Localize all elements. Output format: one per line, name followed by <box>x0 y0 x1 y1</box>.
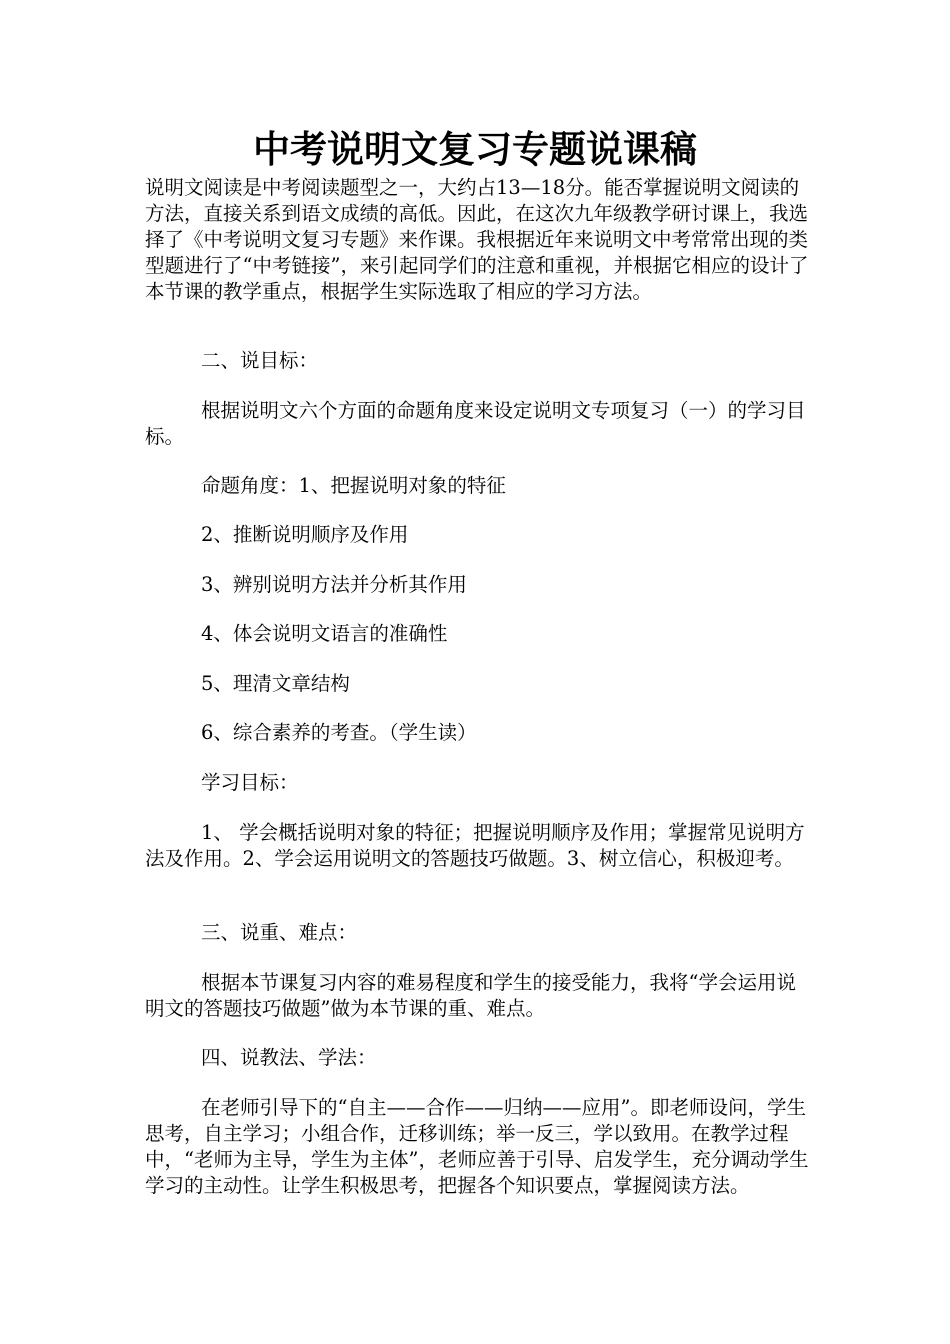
intro-paragraph <box>145 175 813 305</box>
angle-line-2: 2、推断说明顺序及作用 <box>201 523 409 546</box>
intro-text: 说明文阅读是中考阅读题型之一，大约占13—18分。能否掌握说明文阅读的方法，直接关系到语文成绩的高低。因此，在这次九年级教学研讨课上，我选择了《中考说明文复习专题》来作课。我根据近年来说明文中考常常出现的类型题进行了“中考链接”，来引起同学们的注意和重视，并根据它相应的设计了本节课的教学重点，根据学生实际选取了相应的学习方法。 <box>145 176 809 303</box>
document-title: 中考说明文复习专题说课稿 <box>253 127 697 171</box>
section3-paragraph: 根据本节课复习内容的难易程度和学生的接受能力，我将“学会运用说明文的答题技巧做题”做为本节课的重、难点。 <box>145 971 796 1020</box>
angle-line-6: 6、综合素养的考查。（学生读） <box>201 721 477 744</box>
angle-line-5: 5、理清文章结构 <box>201 672 350 695</box>
section2-heading: 二、说目标： <box>201 349 319 372</box>
angle-line-4: 4、体会说明文语言的准确性 <box>201 622 448 645</box>
angle-line-1: 命题角度：1、把握说明对象的特征 <box>201 474 506 497</box>
goals-heading: 学习目标： <box>201 771 299 794</box>
section3-heading: 三、说重、难点： <box>201 921 358 944</box>
section4-heading: 四、说教法、学法： <box>201 1046 377 1069</box>
section4-paragraph: 在老师引导下的“自主——合作——归纳——应用”。即老师设问，学生思考，自主学习；小组合作，迁移训练；举一反三，学以致用。在教学过程中，“老师为主导，学生为主体”，老师应善于引导、启发学生，充分调动学生学习的主动性。让学生积极思考，把握各个知识要点，掌握阅读方法。 <box>145 1096 809 1197</box>
section2-paragraph: 根据说明文六个方面的命题角度来设定说明文专项复习（一）的学习目标。 <box>145 399 806 448</box>
angle-line-3: 3、辨别说明方法并分析其作用 <box>201 573 467 596</box>
goals-paragraph: 1、 学会概括说明对象的特征；把握说明顺序及作用；掌握常见说明方法及作用。2、学会运用说明文的答题技巧做题。3、树立信心，积极迎考。 <box>145 821 805 870</box>
